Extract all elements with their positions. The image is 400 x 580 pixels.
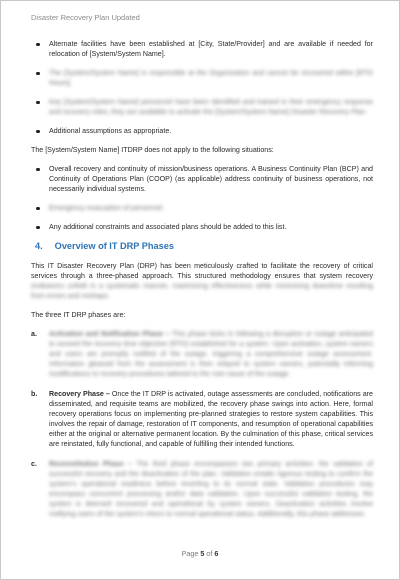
page-footer [1,549,399,558]
page-sep: of [206,549,213,558]
list-item-text: Emergency evacuation of personnel. [49,204,165,212]
phase-body [49,330,373,378]
list-item [31,97,373,117]
list-item-text: Key [System/System Name] personnel have been identified and trained in their emergency response and recovery roles; they are available to activate the [System/System Name] Disaster Recovery Plan. [49,98,373,116]
page-content [31,39,373,529]
page-label: Page [181,549,199,558]
phase-marker: a. [31,330,37,338]
list-item-text: Overall recovery and continuity of mission/business operations. A Business Continuity Plan (BCP) and Continuity of Operations Plan (COOP) (as applicable) address continuity of business operations, not necessarily individual systems. [49,165,373,193]
phase-item [31,389,373,449]
phase-text: Once the IT DRP is activated, outage assessments are concluded, notifications are disseminated, and requisite teams are mobilized, the recovery phase swings into action. Here, formal recovery operations focus on implementing pre-planned strategies to restore system capabilities. This involves the repair of damage, restoration of IT components, and resumption of operational capabilities either at the original or alternative permanent location. By the culmination of this phase, critical services are reinstated, fully functional, and capable of fulfilling their intended functions. [49,390,373,448]
phase-body [49,390,373,448]
phase-marker: b. [31,390,38,398]
list-item [31,164,373,194]
assumptions-list [31,39,373,136]
list-item [31,126,373,136]
phase-title: Recovery Phase – [49,390,110,398]
phase-item [31,459,373,519]
list-item [31,39,373,59]
list-item [31,222,373,232]
phase-item [31,329,373,379]
section-title: Overview of IT DRP Phases [54,241,174,251]
list-item [31,203,373,213]
page-total: 6 [214,549,219,558]
section-heading [31,241,373,251]
list-item-text: The [System/System Name] is responsible at the Organization and cannot be recovered within [RTO Hours]. [49,69,373,87]
overview-visible-text: This IT Disaster Recovery Plan (DRP) has been meticulously crafted to facilitate the recovery of critical services through a three-phased approach. This structured methodology ensures that system recovery [31,262,373,280]
section-number: 4. [35,241,43,251]
phase-body [49,460,373,518]
not-apply-intro: The [System/System Name] ITDRP does not apply to the following situations: [31,146,274,154]
list-item-text: Alternate facilities have been established at [City, State/Provider] and are available if needed for relocation of [System/System Name]. [49,40,373,58]
not-apply-list [31,164,373,232]
phase-title: Activation and Notification Phase – [49,330,170,338]
phases-list [31,329,373,519]
phase-text: The third phase encompasses two primary activities: the validation of successful recovery and the deactivation of the plan. Validation entails rigorous testing to confirm the system's operational readiness before reverting to its normal state. Validation procedures may encompass concurrent processing and/or data validation. Upon successful validation testing, the system is deemed recovered and operational by system owners. Deactivation activities involve notifying users of the system's return to normal operational status. Additionally, this phase addresses [49,460,373,518]
phase-text: This phase kicks in following a disruption or outage anticipated to exceed the recovery time objective (RTO) established for a system. Upon activation, system owners and users are promptly notified of the outage, triggering a comprehensive outage assessment. Information gleaned from the assessment is then relayed to system owners, potentially informing modifications to recovery procedures tailored to the root cause of the outage. [49,330,374,378]
list-item-text: Additional assumptions as appropriate. [49,127,172,135]
phase-title: Reconstitution Phase – [49,460,132,468]
list-item [31,68,373,88]
phases-intro: The three IT DRP phases are: [31,311,126,319]
phase-marker: c. [31,460,37,468]
overview-paragraph [31,261,373,301]
page-current: 5 [200,549,205,558]
list-item-text: Any additional constraints and associated plans should be added to this list. [49,223,287,231]
running-header: Disaster Recovery Plan Updated [31,13,140,22]
overview-obscured-text: endeavors unfold in a systematic manner, maximizing effectiveness while minimizing downtime resulting from errors and mishaps. [31,282,373,300]
